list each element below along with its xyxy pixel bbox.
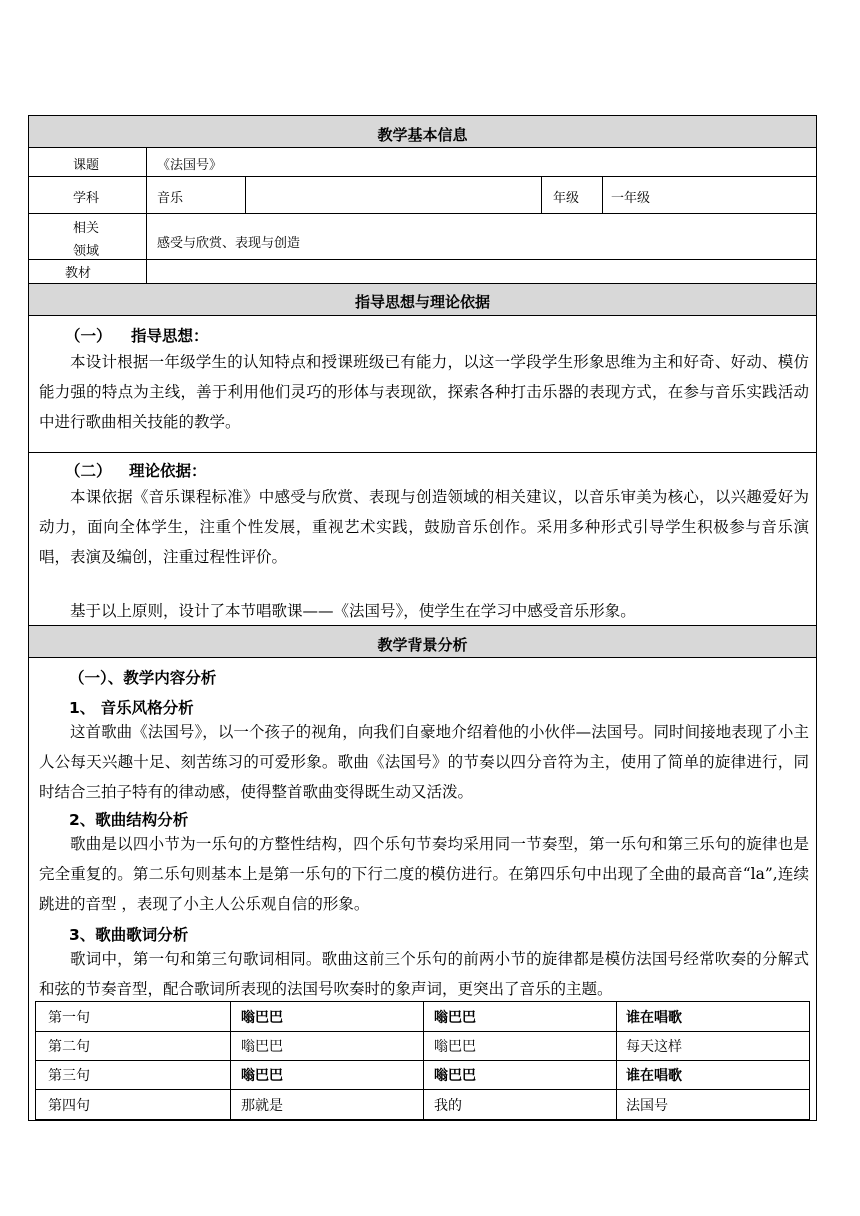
- lyrics-row1-col2: 嗡巴巴: [241, 1010, 283, 1026]
- guiding-sec1-text: 本设计根据一年级学生的认知特点和授课班级已有能力，以这一学段学生形象思维为主和好奇、好动、模仿能力强的特点为主线，善于利用他们灵巧的形体与表现欲，探索各种打击乐器的表现方式，在参与音乐实践活动中进行歌曲相关技能的教学。: [39, 353, 809, 431]
- material-label: 教材: [65, 266, 92, 281]
- subject-value: 音乐: [157, 191, 184, 206]
- guiding-sec2-text: 本课依据《音乐课程标准》中感受与欣赏、表现与创造领域的相关建议，以音乐审美为核心，以兴趣爱好为动力，面向全体学生，注重个性发展，重视艺术实践，鼓励音乐创作。采用多种形式引导学生积极参与音乐演唱，表演及编创，注重过程性评价。: [39, 488, 809, 566]
- lyrics-row4-col3: 我的: [434, 1098, 462, 1114]
- guiding-header: 指导思想与理论依据: [354, 293, 490, 311]
- guiding-sec1-title: 指导思想：: [131, 327, 209, 345]
- lyrics-analysis-title: 3、歌曲歌词分析: [69, 926, 189, 944]
- domain-label-line1: 相关: [73, 221, 100, 236]
- lyrics-row2-label: 第二句: [48, 1039, 90, 1055]
- lyrics-row3-col2: 嗡巴巴: [241, 1068, 283, 1084]
- lyrics-row2-col3: 嗡巴巴: [434, 1039, 476, 1055]
- lyrics-row3-col4: 谁在唱歌: [626, 1068, 682, 1084]
- lyrics-row3-col3: 嗡巴巴: [434, 1068, 476, 1084]
- domain-value: 感受与欣赏、表现与创造: [157, 236, 301, 251]
- lyrics-analysis-text: 歌词中，第一句和第三句歌词相同。歌曲这前三个乐句的前两小节的旋律都是模仿法国号经常吹奏的分解式和弦的节奏音型，配合歌词所表现的法国号吹奏时的象声词，更突出了音乐的主题。: [39, 950, 809, 998]
- guiding-sec2-title: 理论依据：: [129, 462, 207, 480]
- grade-value: 一年级: [611, 191, 651, 206]
- guiding-sec2-text2: 基于以上原则，设计了本节唱歌课——《法国号》，使学生在学习中感受音乐形象。: [70, 602, 636, 620]
- structure-analysis-title: 2、歌曲结构分析: [69, 811, 189, 829]
- structure-analysis-text: 歌曲是以四小节为一乐句的方整性结构，四个乐句节奏均采用同一节奏型，第一乐句和第三乐句的旋律也是完全重复的。第二乐句则基本上是第一乐句的下行二度的模仿进行。在第四乐句中出现了全曲的最高音“la”,连续跳进的音型 ，表现了小主人公乐观自信的形象。: [39, 835, 809, 913]
- lyrics-row2-col4: 每天这样: [626, 1039, 682, 1055]
- lyrics-row1-col3: 嗡巴巴: [434, 1010, 476, 1026]
- domain-label-line2: 领域: [73, 244, 100, 259]
- lyrics-row4-col4: 法国号: [626, 1098, 668, 1114]
- lyrics-table: [35, 1001, 810, 1120]
- lyrics-row2-col2: 嗡巴巴: [241, 1039, 283, 1055]
- lesson-plan-table: [28, 115, 817, 1121]
- topic-label: 课题: [73, 158, 100, 173]
- grade-label: 年级: [553, 191, 580, 206]
- content-analysis-title: （一）、教学内容分析: [69, 669, 217, 687]
- style-analysis-text: 这首歌曲《法国号》，以一个孩子的视角，向我们自豪地介绍着他的小伙伴—法国号。同时间接地表现了小主人公每天兴趣十足、刻苦练习的可爱形象。歌曲《法国号》的节奏以四分音符为主，使用了简单的旋律进行，同时结合三拍子特有的律动感，使得整首歌曲变得既生动又活泼。: [39, 723, 809, 801]
- lyrics-row3-label: 第三句: [48, 1068, 90, 1084]
- lyrics-row4-label: 第四句: [48, 1098, 90, 1114]
- subject-label: 学科: [73, 191, 100, 206]
- lyrics-row1-label: 第一句: [48, 1010, 90, 1026]
- guiding-sec2-num: （二）: [65, 462, 112, 480]
- style-analysis-title: 1、 音乐风格分析: [69, 699, 194, 717]
- lyrics-row1-col4: 谁在唱歌: [626, 1010, 682, 1026]
- lyrics-row4-col2: 那就是: [241, 1098, 283, 1114]
- guiding-sec1-num: （一）: [65, 327, 112, 345]
- background-header: 教学背景分析: [377, 636, 468, 654]
- topic-value: 《法国号》: [157, 158, 223, 173]
- basic-info-header: 教学基本信息: [377, 126, 468, 144]
